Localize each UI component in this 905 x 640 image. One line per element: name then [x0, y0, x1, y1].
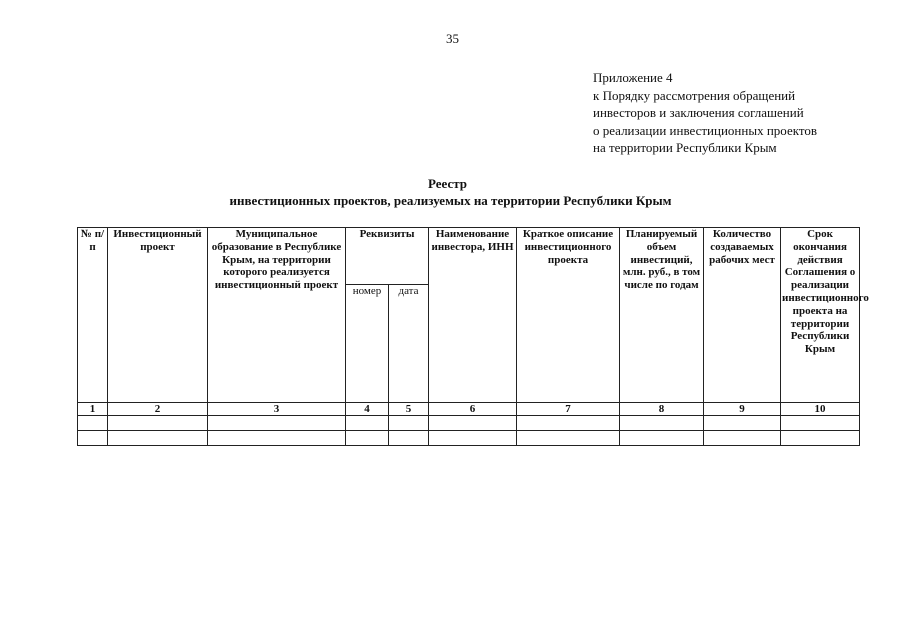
appendix-line: Приложение 4: [593, 70, 673, 85]
column-number: 2: [108, 403, 208, 416]
header-project: Инвестиционный проект: [108, 228, 208, 403]
document-subtitle: инвестиционных проектов, реализуемых на территории Республики Крым: [229, 193, 672, 208]
column-number: 5: [389, 403, 429, 416]
header-investor: Наименование инвестора, ИНН: [429, 228, 517, 403]
table-cell: [389, 416, 429, 431]
column-numbers-row: [78, 403, 860, 416]
header-requisite-number: номер: [346, 285, 389, 403]
appendix-reference: [593, 69, 817, 157]
column-number: 8: [620, 403, 704, 416]
table-cell: [346, 416, 389, 431]
table-cell: [208, 431, 346, 446]
header-investment-volume: Планируемый объем инвестиций, млн. руб., в том числе по годам: [620, 228, 704, 403]
appendix-line: к Порядку рассмотрения обращений: [593, 87, 796, 103]
header-number: № п/п: [78, 228, 108, 403]
header-jobs: Количество создаваемых рабочих мест: [704, 228, 781, 403]
header-agreement-term: Срок окончания действия Соглашения о реализации инвестиционного проекта на территории Республики Крым: [781, 228, 860, 403]
table-cell: [517, 416, 620, 431]
table-cell: [620, 416, 704, 431]
header-requisite-date: дата: [389, 285, 429, 403]
table-cell: [108, 431, 208, 446]
column-number: 3: [208, 403, 346, 416]
table-row: [78, 416, 860, 431]
header-requisites: Реквизиты: [346, 228, 429, 285]
column-number: 6: [429, 403, 517, 416]
column-number: 1: [78, 403, 108, 416]
header-municipality: Муниципальное образование в Республике Крым, на территории которого реализуется инвестиционный проект: [208, 228, 346, 403]
table-row: [78, 431, 860, 446]
appendix-line: о реализации инвестиционных проектов: [593, 122, 818, 138]
column-number: 7: [517, 403, 620, 416]
table-cell: [781, 416, 860, 431]
table-cell: [429, 431, 517, 446]
table-cell: [704, 416, 781, 431]
document-title: Реестр: [427, 176, 467, 191]
table-cell: [208, 416, 346, 431]
column-number: 4: [346, 403, 389, 416]
header-description: Краткое описание инвестиционного проекта: [517, 228, 620, 403]
table-cell: [346, 431, 389, 446]
table-cell: [620, 431, 704, 446]
table-cell: [517, 431, 620, 446]
table-cell: [78, 431, 108, 446]
appendix-line: инвесторов и заключения соглашений: [593, 105, 804, 120]
table-header-row: [78, 228, 860, 285]
table-cell: [389, 431, 429, 446]
registry-table: [77, 227, 869, 446]
page-number: 35: [446, 31, 459, 46]
table-cell: [429, 416, 517, 431]
table-cell: [108, 416, 208, 431]
column-number: 10: [781, 403, 860, 416]
appendix-line: на территории Республики Крым: [593, 140, 777, 155]
table-cell: [704, 431, 781, 446]
column-number: 9: [704, 403, 781, 416]
table-cell: [78, 416, 108, 431]
table-cell: [781, 431, 860, 446]
